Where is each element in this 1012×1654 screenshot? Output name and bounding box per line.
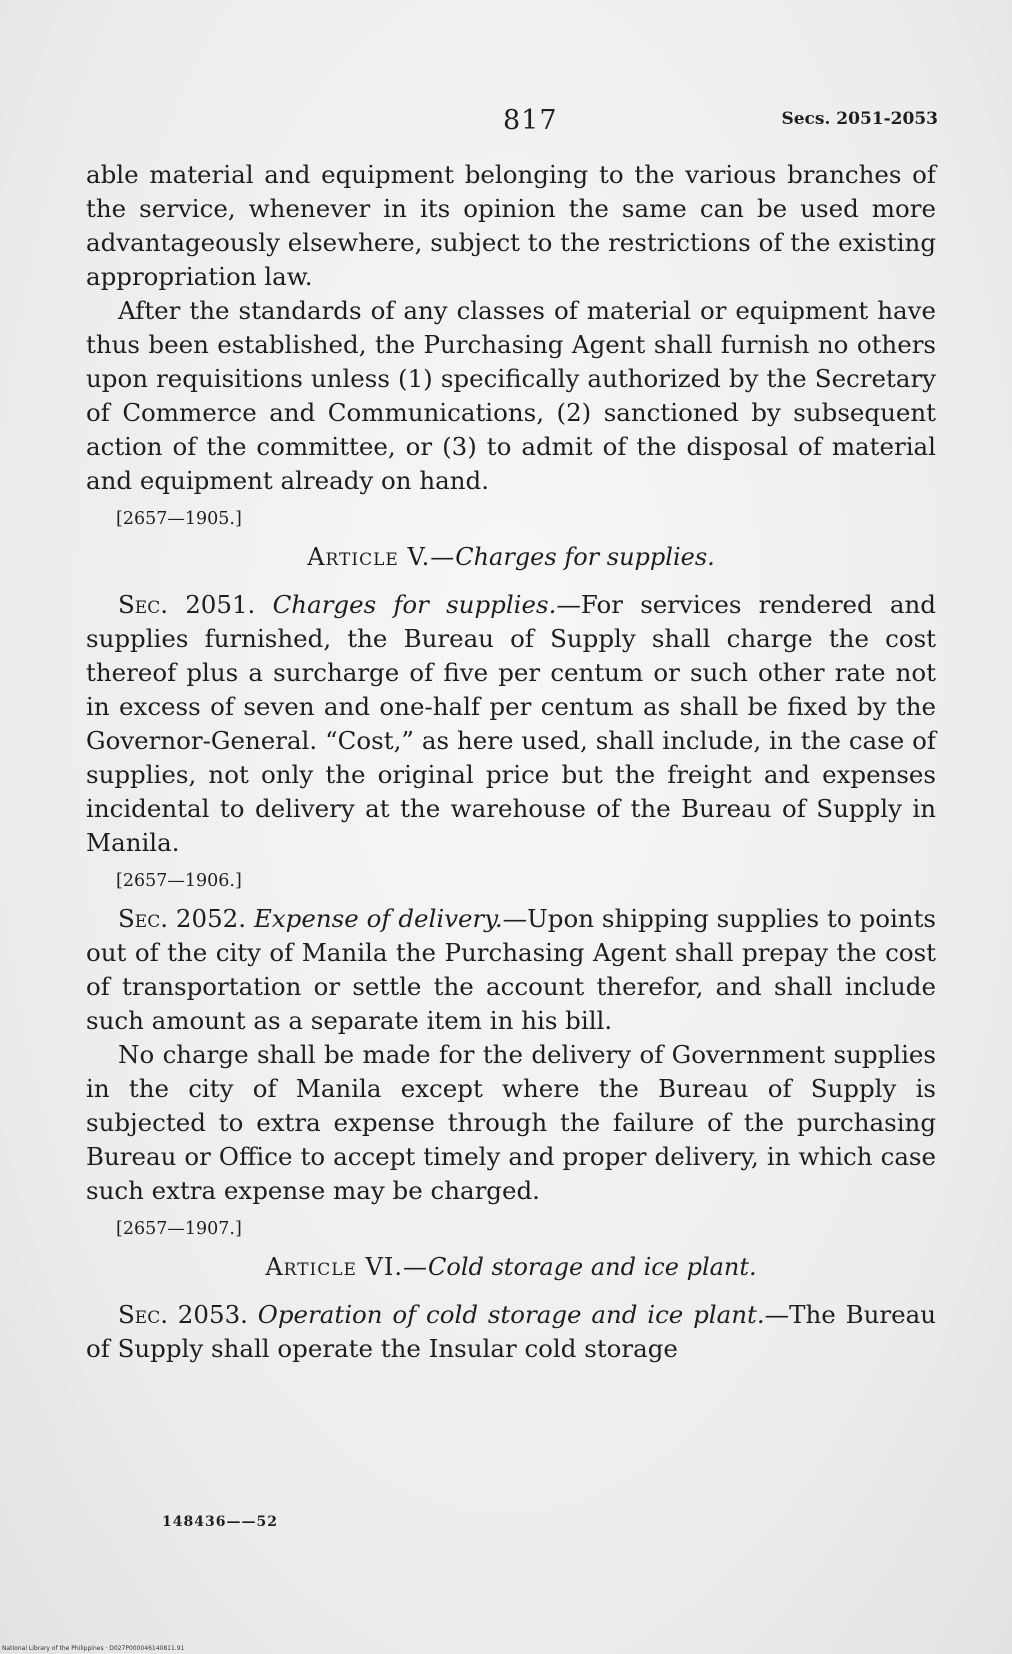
article-number: Article VI.— (265, 1253, 428, 1281)
article-heading (86, 1250, 936, 1284)
section-range: Secs. 2051-2053 (781, 109, 938, 129)
paragraph-no-charge: No charge shall be made for the delivery of Government supplies in the city of Manila except where the Bureau of Supply is subjected to extra expense through the failure of the purchasing Bureau or Office to accept timely and proper delivery, in which case such extra expense may be charged. (86, 1040, 936, 1205)
section-text: For services rendered and supplies furnished, the Bureau of Supply shall charge the cost thereof plus a surcharge of five per centum or such other rate not in excess of seven and one-half per centum as shall be fixed by the Governor-General. “Cost,” as here used, shall include, in the case of supplies, not only the original price but the freight and expenses incidental to delivery at the warehouse of the Bureau of Supply in Manila. (86, 590, 936, 857)
section-2052 (86, 902, 936, 1038)
print-code: 148436——52 (162, 1514, 278, 1530)
library-stamp: National Library of the Philippines · D027P000046140811.91 (2, 1645, 185, 1652)
section-label: Sec. 2051. (118, 590, 256, 619)
section-2051 (86, 588, 936, 860)
paragraph-standards: After the standards of any classes of material or equipment have thus been established, the Purchasing Agent shall furnish no others upon requisitions unless (1) specifically authorized by the Secretary of Commerce and Communications, (2) sanctioned by subsequent action of the committee, or (3) to admit of the disposal of material and equipment already on hand. (86, 296, 936, 495)
section-text: Upon shipping supplies to points out of the city of Manila the Purchasing Agent shall prepay the cost of transportation or settle the account therefor, and shall include such amount as a separate item in his bill. (86, 904, 936, 1035)
section-label: Sec. 2052. (118, 904, 247, 933)
section-2053 (86, 1298, 936, 1366)
article-number: Article V.— (307, 543, 456, 571)
citation: [2657—1907.] (116, 1219, 242, 1239)
page-header (88, 105, 938, 139)
citation: [2657—1906.] (116, 871, 242, 891)
section-title: Charges for supplies.— (272, 590, 581, 619)
article-title: Cold storage and ice plant. (428, 1253, 757, 1281)
page-body (86, 158, 936, 1366)
citation: [2657—1905.] (116, 509, 242, 529)
section-title: Expense of delivery.— (253, 904, 528, 933)
page-number: 817 (503, 105, 558, 136)
section-title: Operation of cold storage and ice plant.— (257, 1300, 790, 1329)
paragraph-continued: able material and equipment belonging to the various branches of the service, whenever in its opinion the same can be used more advantageously elsewhere, subject to the restrictions of the existing appropriation law. (86, 160, 936, 291)
section-label: Sec. 2053. (118, 1300, 248, 1329)
article-heading (86, 540, 936, 574)
section-text: The Bureau of Supply shall operate the Insular cold storage (86, 1300, 936, 1363)
article-title: Charges for supplies. (455, 543, 715, 571)
